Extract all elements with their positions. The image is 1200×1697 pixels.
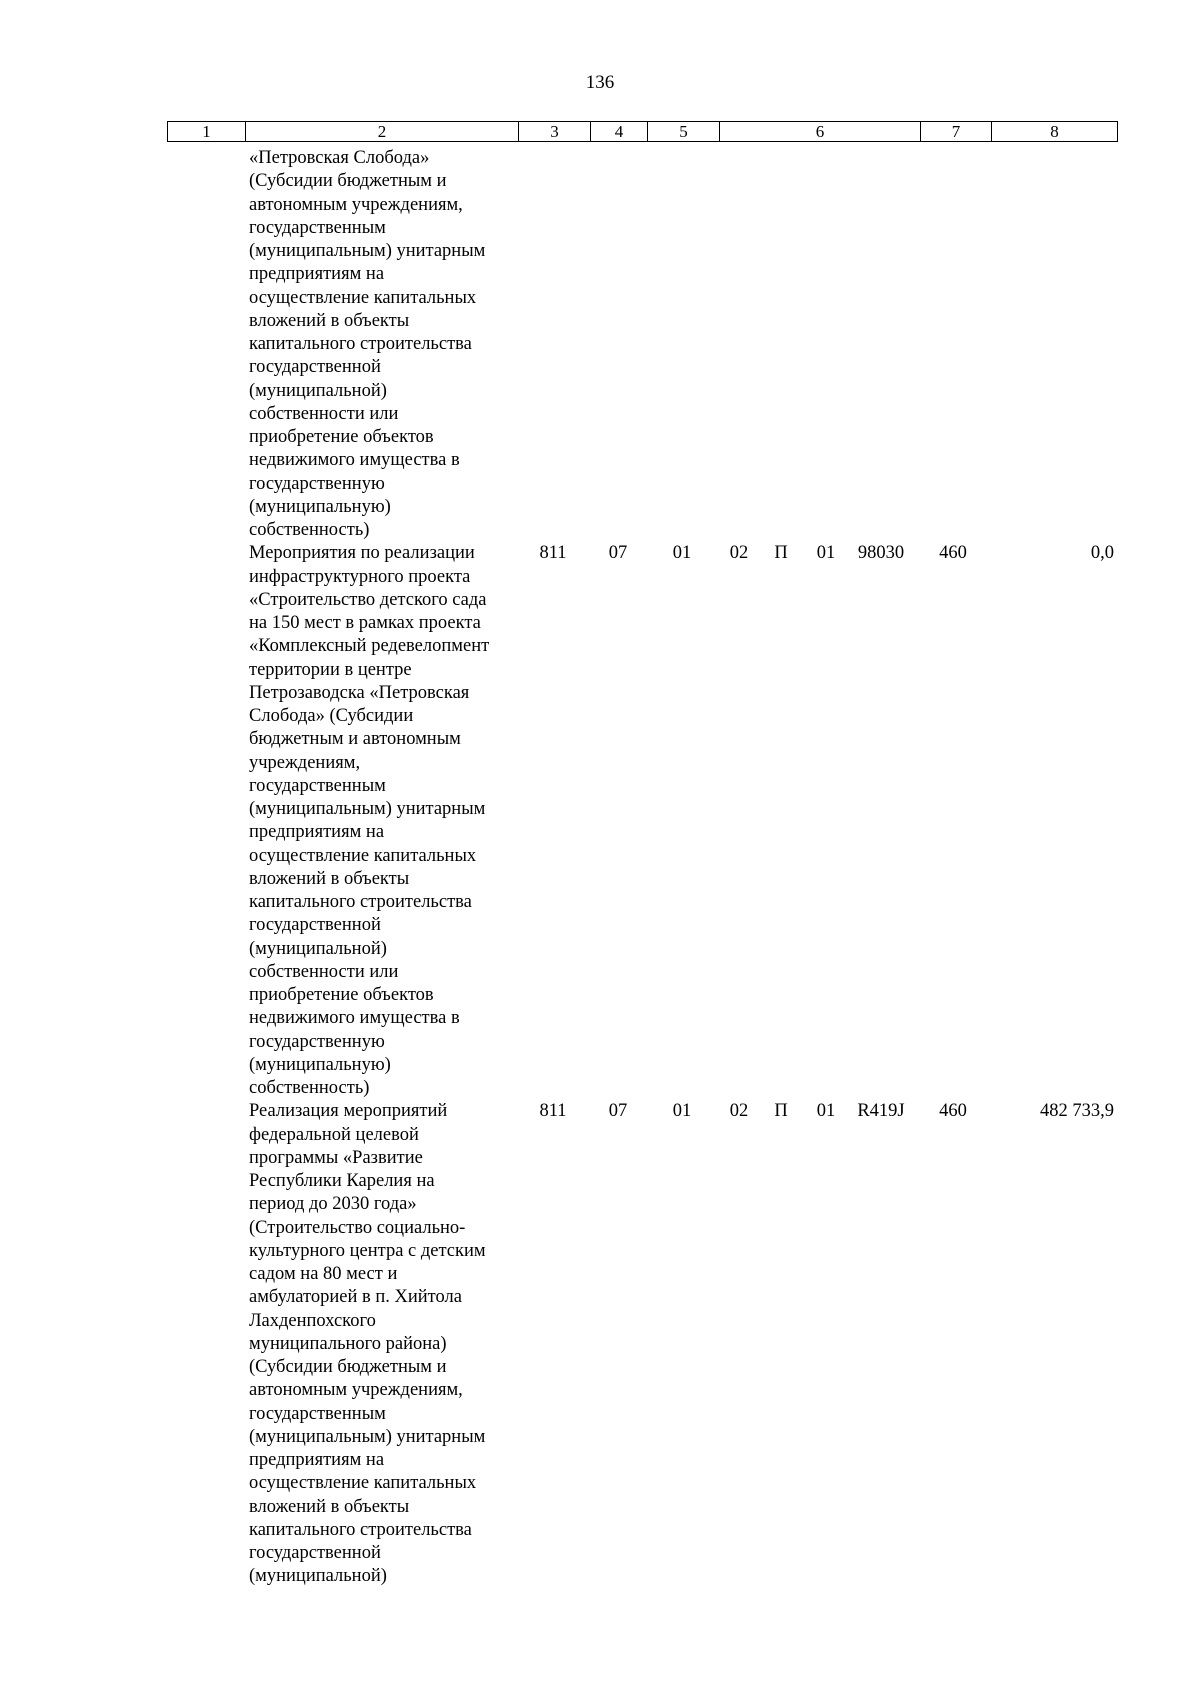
column-header-3: 3 (519, 122, 591, 142)
column-header-row (167, 121, 1118, 142)
cell-col-6-part-4: 98030 (857, 543, 905, 564)
cell-col-5: 01 (672, 1101, 692, 1122)
cell-col-6-part-3: 01 (816, 1101, 836, 1122)
cell-col-3: 811 (539, 1101, 567, 1122)
cell-col-6-part-3: 01 (816, 543, 836, 564)
row-description: Реализация мероприятий федеральной целевой программы «Развитие Республики Карелия на период до 2030 года» (Строительство социально- культурного центра с детским садом на 80 мест и амбулаторией в п. Хийтола Лахденпохского муниципального района) (Субсидии бюджетным и автономным учреждениям, государственным (муниципальным) унитарным предприятиям на осуществление капитальных вложений в объекты капитального строительства государственной (муниципальной) (249, 1101, 486, 1587)
cell-col-6-part-2: П (774, 1101, 788, 1122)
column-header-5: 5 (648, 122, 720, 142)
column-header-1: 1 (168, 122, 246, 142)
table-row (0, 147, 1200, 542)
cell-col-6-part-4: R419J (857, 1101, 905, 1122)
row-description: Мероприятия по реализации инфраструктурного проекта «Строительство детского сада на 150 мест в рамках проекта «Комплексный редевелопмент территории в центре Петрозаводска «Петровская Слобода» (Субсидии бюджетным и автономным учреждениям, государственным (муниципальным) унитарным предприятиям на осуществление капитальных вложений в объекты капитального строительства государственной (муниципальной) собственности или приобретение объектов недвижимого имущества в государственную (муниципальную) собственность) (249, 543, 490, 1098)
column-header-7: 7 (921, 122, 992, 142)
cell-amount: 482 733,9 (1040, 1101, 1114, 1122)
table-body (0, 147, 1200, 1589)
table-row (0, 542, 1200, 1100)
cell-amount: 0,0 (1090, 543, 1114, 564)
column-header-8: 8 (992, 122, 1118, 142)
page-number: 136 (585, 72, 615, 93)
column-header-4: 4 (591, 122, 648, 142)
row-description: «Петровская Слобода» (Субсидии бюджетным и автономным учреждениям, государственным (муниципальным) унитарным предприятиям на осуществление капитальных вложений в объекты капитального строительства государственной (муниципальной) собственности или приобретение объектов недвижимого имущества в государственную (муниципальную) собственность) (249, 148, 486, 540)
table-row (0, 1100, 1200, 1588)
cell-col-4: 07 (608, 543, 628, 564)
column-header-2: 2 (246, 122, 519, 142)
cell-col-7: 460 (939, 543, 967, 564)
cell-col-4: 07 (608, 1101, 628, 1122)
cell-col-5: 01 (672, 543, 692, 564)
cell-col-6-part-1: 02 (729, 543, 749, 564)
cell-col-6-part-2: П (774, 543, 788, 564)
column-header-6: 6 (720, 122, 921, 142)
cell-col-3: 811 (539, 543, 567, 564)
cell-col-7: 460 (939, 1101, 967, 1122)
cell-col-6-part-1: 02 (729, 1101, 749, 1122)
